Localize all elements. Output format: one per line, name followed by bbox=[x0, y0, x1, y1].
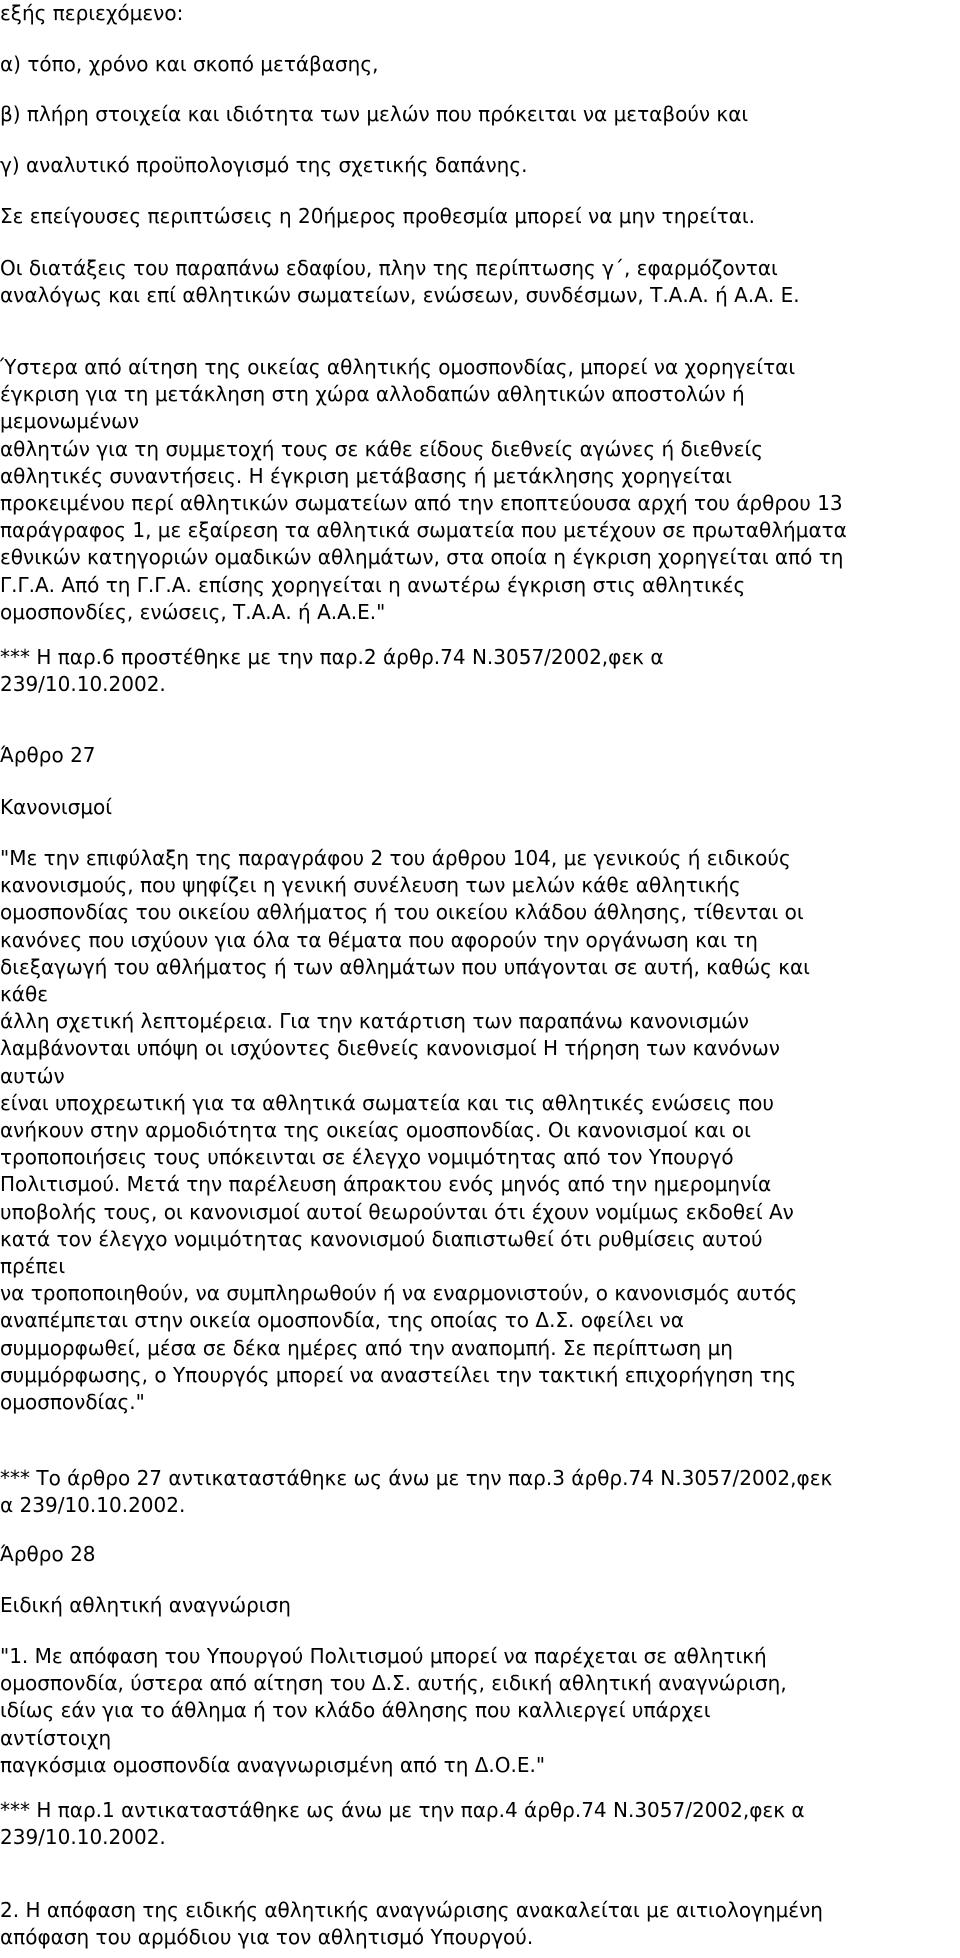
amendment-note-art27: *** Το άρθρο 27 αντικαταστάθηκε ως άνω με την παρ.3 άρθρ.74 Ν.3057/2002,φεκ α 239/10.10.2002. bbox=[0, 1466, 833, 1518]
provisions-paragraph: Οι διατάξεις του παραπάνω εδαφίου, πλην της περίπτωσης γ΄, εφαρμόζονται αναλόγως και επί αθλητικών σωματείων, ενώσεων, συνδέσμων, Τ.Α.Α. ή Α.Α. Ε. bbox=[0, 256, 800, 308]
intro-line: εξής περιεχόμενο: bbox=[0, 1, 184, 25]
article-27-heading: Άρθρο 27 bbox=[0, 743, 96, 767]
urgent-cases-paragraph: Σε επείγουσες περιπτώσεις η 20ήμερος προθεσμία μπορεί να μην τηρείται. bbox=[0, 204, 756, 228]
list-item-c: γ) αναλυτικό προϋπολογισμό της σχετικής δαπάνης. bbox=[0, 153, 528, 177]
article-28-title: Ειδική αθλητική αναγνώριση bbox=[0, 1593, 291, 1617]
article-28-heading: Άρθρο 28 bbox=[0, 1542, 96, 1566]
list-item-b: β) πλήρη στοιχεία και ιδιότητα των μελών που πρόκειται να μεταβούν και bbox=[0, 102, 749, 126]
approval-paragraph: Ύστερα από αίτηση της οικείας αθλητικής ομοσπονδίας, μπορεί να χορηγείται έγκριση για τη μετάκληση στη χώρα αλλοδαπών αθλητικών αποστολών ή μεμονωμένων αθλητών για τη συμμετοχή τους σε κάθε είδους διεθνείς αγώνες ή διεθνείς αθλητικές συναντήσεις. Η έγκριση μετάβασης ή μετάκλησης χορηγείται προκειμένου περί αθλητικών σωματείων από την εποπτεύουσα αρχή του άρθρου 13 παράγραφος 1, με εξαίρεση τα αθλητικά σωματεία που μετέχουν σε πρωταθλήματα εθνικών κατηγοριών ομαδικών αθλημάτων, στα οποία η έγκριση χορηγείται από τη Γ.Γ.Α. Από τη Γ.Γ.Α. επίσης χορηγείται η ανωτέρω έγκριση στις αθλητικές ομοσπονδίες, ενώσεις, Τ.Α.Α. ή Α.Α.Ε." bbox=[0, 355, 847, 624]
article-27-body: "Με την επιφύλαξη της παραγράφου 2 του άρθρου 104, με γενικούς ή ειδικούς κανονισμούς, που ψηφίζει η γενική συνέλευση των μελών κάθε αθλητικής ομοσπονδίας του οικείου αθλήματος ή του οικείου κλάδου άθλησης, τίθενται οι κανόνες που ισχύουν για όλα τα θέματα που αφορούν την οργάνωση και τη διεξαγωγή του αθλήματος ή των αθλημάτων που υπάγονται σε αυτή, καθώς και κάθε άλλη σχετική λεπτομέρεια. Για την κατάρτιση των παραπάνω κανονισμών λαμβάνονται υπόψη οι ισχύοντες διεθνείς κανονισμοί Η τήρηση των κανόνων αυτών είναι υποχρεωτική για τα αθλητικά σωματεία και τις αθλητικές ενώσεις που ανήκουν στην αρμοδιότητα της οικείας ομοσπονδίας. Οι κανονισμοί και οι τροποποιήσεις τους υπόκεινται σε έλεγχο νομιμότητας από τον Υπουργό Πολιτισμού. Μετά την παρέλευση άπρακτου ενός μηνός από την ημερομηνία υποβολής τους, οι κανονισμοί αυτοί θεωρούνται ότι έχουν νομίμως εκδοθεί Αν κατά τον έλεγχο νομιμότητας κανονισμού διαπιστωθεί ότι ρυθμίσεις αυτού πρέπει να τροποποιηθούν, να συμπληρωθούν ή να εναρμονιστούν, ο κανονισμός αυτός αναπέμπεται στην οικεία ομοσπονδία, της οποίας το Δ.Σ. οφείλει να συμμορφωθεί, μέσα σε δέκα ημέρες από την αναπομπή. Σε περίπτωση μη συμμόρφωσης, ο Υπουργός μπορεί να αναστείλει την τακτική επιχορήγηση της ομοσπονδίας." bbox=[0, 846, 810, 1415]
article-27-title: Κανονισμοί bbox=[0, 795, 113, 819]
article-28-paragraph-1: "1. Με απόφαση του Υπουργού Πολιτισμού μπορεί να παρέχεται σε αθλητική ομοσπονδία, ύστερα από αίτηση του Δ.Σ. αυτής, ειδική αθλητική αναγνώριση, ιδίως εάν για το άθλημα ή τον κλάδο άθλησης που καλλιεργεί υπάρχει αντίστοιχη παγκόσμια ομοσπονδία αναγνωρισμένη από τη Δ.Ο.Ε." bbox=[0, 1644, 787, 1777]
article-28-paragraph-2: 2. Η απόφαση της ειδικής αθλητικής αναγνώρισης ανακαλείται με αιτιολογημένη απόφαση του αρμόδιου για τον αθλητισμό Υπουργού. bbox=[0, 1898, 823, 1950]
amendment-note-par6: *** Η παρ.6 προστέθηκε με την παρ.2 άρθρ.74 Ν.3057/2002,φεκ α 239/10.10.2002. bbox=[0, 645, 664, 697]
amendment-note-par1: *** Η παρ.1 αντικαταστάθηκε ως άνω με την παρ.4 άρθρ.74 Ν.3057/2002,φεκ α 239/10.10.2002. bbox=[0, 1798, 805, 1850]
list-item-a: α) τόπο, χρόνο και σκοπό μετάβασης, bbox=[0, 52, 379, 76]
